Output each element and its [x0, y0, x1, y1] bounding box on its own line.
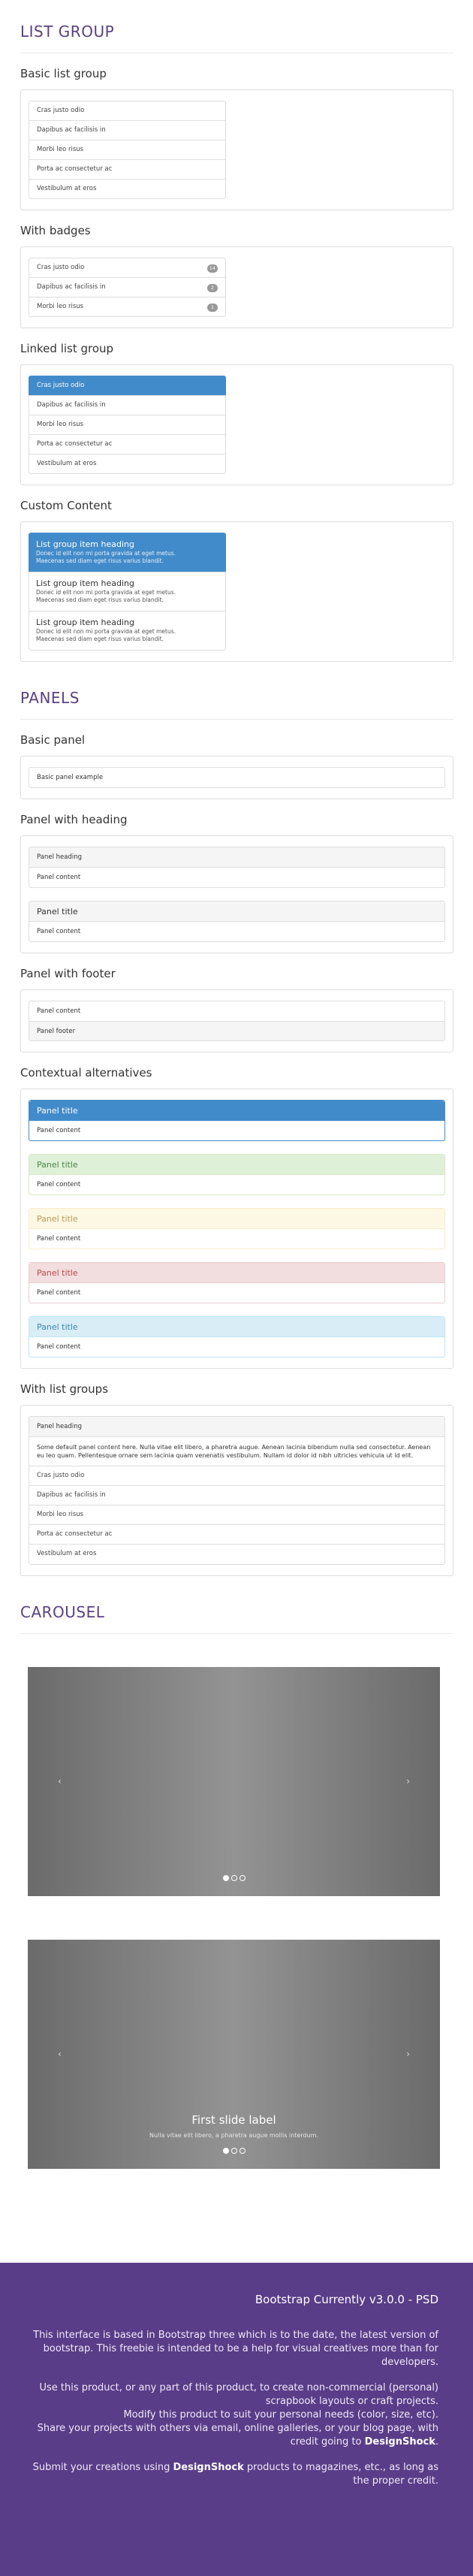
danger-panel [29, 1262, 445, 1303]
panel-with-footer-title: Panel with footer [20, 967, 116, 980]
carousel-indicator[interactable] [231, 2148, 237, 2154]
list-item [29, 277, 226, 297]
list-item-text: Donec id elit non mi porta gravida at eget metus. [36, 589, 176, 596]
basic-list-group-title: Basic list group [20, 67, 107, 80]
count-badge: 14 [207, 264, 218, 273]
panel-title: Panel title [29, 1317, 444, 1337]
success-panel [29, 1154, 445, 1195]
footer-text: Share your projects with others via email, online galleries, or your blog page, with credit going to [37, 2423, 438, 2448]
list-item-label: Dapibus ac facilisis in [37, 283, 106, 291]
info-panel [29, 1316, 445, 1357]
panel-body: Panel content [37, 1235, 81, 1243]
basic-panel [29, 767, 445, 788]
panel-title: Panel title [29, 1155, 444, 1175]
list-item: Porta ac consectetur ac [29, 159, 226, 180]
carousel-indicator[interactable] [240, 2148, 246, 2154]
list-item: Porta ac consectetur ac [29, 1525, 444, 1545]
count-badge: 2 [207, 284, 218, 292]
custom-content-title: Custom Content [20, 499, 112, 512]
linked-list-group [29, 376, 226, 474]
footer-brand: DesignShock [173, 2462, 244, 2473]
panel-body: Some default panel content here. Nulla vitae elit libero, a pharetra augue. Aenean lacinia bibendum nulla sed consectetur. Aenean eu leo quam. Pellentesque ornare sem lacinia quam venenatis vestibulum. Nullam id dolor id nibh ultricies vehicula ut id elit. [29, 1437, 444, 1466]
carousel-indicator-active[interactable] [223, 2148, 229, 2154]
panel-body: Basic panel example [37, 774, 104, 781]
list-link-active[interactable] [29, 533, 226, 572]
panel-body: Panel content [37, 1343, 81, 1351]
footer-paragraph: Use this product, or any part of this product, to create non-commercial (personal) scrapbook layouts or craft projects. Modify this product to suit your personal needs (color, size, etc). Share your projects with others via email, online galleries, or your blog page, with credit going to DesignShock. [37, 2382, 438, 2448]
list-link[interactable]: Dapibus ac facilisis in [29, 395, 226, 415]
panel-body: Panel content [37, 1127, 81, 1134]
footer-text: Use this product, or any part of this product, to create non-commercial (personal) scrapbook layouts or craft projects. [39, 2382, 438, 2407]
list-item-label: Morbi leo risus [37, 303, 84, 310]
list-item-text: Maecenas sed diam eget risus varius blandit. [36, 636, 164, 642]
contextual-alternatives-title: Contextual alternatives [20, 1066, 152, 1080]
list-item-text: Donec id elit non mi porta gravida at eget metus. [36, 550, 176, 557]
carousel-prev-button[interactable]: ‹ [58, 1775, 62, 1786]
count-badge: 1 [207, 304, 218, 312]
warning-panel [29, 1208, 445, 1249]
basic-list-group [29, 101, 226, 199]
panel-heading: Panel heading [29, 847, 444, 868]
custom-content-example [20, 521, 453, 662]
carousel-caption-title: First slide label [191, 2113, 276, 2127]
list-item: Cras justo odio [29, 1466, 444, 1486]
carousel-indicators [28, 2148, 440, 2154]
footer-text: Submit your creations using [32, 2462, 170, 2473]
carousel-prev-button[interactable]: ‹ [58, 2048, 62, 2059]
panel-title: Panel title [29, 1263, 444, 1283]
panel-with-heading-example [20, 835, 453, 953]
list-panel [29, 1416, 445, 1565]
carousel-indicator[interactable] [240, 1875, 246, 1881]
panel-footer: Panel footer [29, 1021, 444, 1040]
badges-list-group [29, 258, 226, 317]
carousel-with-caption [28, 1940, 440, 2169]
list-item-heading: List group item heading [36, 578, 134, 588]
custom-content-list-group [29, 533, 226, 651]
carousel-indicator[interactable] [231, 1875, 237, 1881]
list-item: Dapibus ac facilisis in [29, 120, 226, 140]
panel-title: Panel title [29, 1209, 444, 1229]
panel-title: Panel title [29, 1101, 444, 1121]
list-link-active[interactable]: Cras justo odio [29, 376, 226, 396]
panel-with-footer-example [20, 989, 453, 1052]
basic-panel-example [20, 756, 453, 799]
panel-body: Panel content [37, 874, 81, 881]
panels-section-title: PANELS [20, 689, 453, 720]
list-link[interactable] [29, 611, 226, 651]
panel-body: Panel content [37, 1181, 81, 1188]
contextual-alternatives-example [20, 1089, 453, 1369]
list-item-heading: List group item heading [36, 618, 134, 627]
list-item-text: Maecenas sed diam eget risus varius blandit. [36, 557, 164, 564]
panel-body: Panel content [37, 1007, 81, 1015]
list-item-label: Cras justo odio [37, 264, 85, 271]
list-item: Vestibulum at eros [37, 1550, 97, 1557]
list-link[interactable]: Vestibulum at eros [29, 454, 226, 474]
carousel-next-button[interactable]: › [406, 1775, 410, 1786]
linked-list-group-title: Linked list group [20, 342, 114, 355]
with-list-groups-example [20, 1405, 453, 1576]
panel-body: Panel content [37, 928, 81, 935]
linked-list-group-example [20, 364, 453, 485]
list-item-text: Donec id elit non mi porta gravida at eget metus. [36, 628, 176, 635]
list-group-section-title: LIST GROUP [20, 23, 453, 53]
heading-panel [29, 847, 445, 888]
list-item [29, 258, 226, 278]
title-panel [29, 901, 445, 942]
footer-panel [29, 1001, 445, 1041]
site-footer [0, 2263, 473, 2576]
footer-paragraph: This interface is based in Bootstrap three which is to the date, the latest version of bootstrap. This freebie is intended to be a help for visual creatives more than for developers. [33, 2330, 438, 2368]
primary-panel [29, 1100, 445, 1141]
list-item-text: Maecenas sed diam eget risus varius blandit. [36, 596, 164, 603]
list-item: Dapibus ac facilisis in [29, 1486, 444, 1505]
carousel-section-title: CAROUSEL [20, 1603, 453, 1634]
list-link[interactable] [29, 572, 226, 612]
footer-text: Modify this product to suit your personal needs (color, size, etc). [123, 2409, 438, 2420]
carousel-indicator-active[interactable] [223, 1875, 229, 1881]
carousel-caption [28, 2113, 440, 2139]
badges-list-group-title: With badges [20, 224, 91, 237]
footer-paragraph [23, 2461, 438, 2488]
basic-panel-title: Basic panel [20, 733, 86, 747]
list-link[interactable]: Porta ac consectetur ac [29, 434, 226, 454]
list-item [29, 297, 226, 317]
list-item: Cras justo odio [29, 101, 226, 121]
badges-list-group-example [20, 246, 453, 328]
list-item: Morbi leo risus [29, 1505, 444, 1525]
list-link[interactable]: Morbi leo risus [29, 415, 226, 435]
carousel-caption-text: Nulla vitae elit libero, a pharetra augue mollis interdum. [149, 2132, 319, 2139]
footer-brand: DesignShock [364, 2436, 435, 2448]
list-item: Vestibulum at eros [29, 179, 226, 199]
panel-title: Panel title [29, 901, 444, 922]
footer-text: products to magazines, etc., as long as the proper credit. [246, 2462, 438, 2487]
list-item: Morbi leo risus [29, 140, 226, 160]
panel-heading: Panel heading [29, 1417, 444, 1437]
panel-with-heading-title: Panel with heading [20, 813, 128, 826]
carousel-no-caption [28, 1667, 440, 1896]
with-list-groups-title: With list groups [20, 1382, 109, 1396]
panel-body: Panel content [37, 1289, 81, 1297]
footer-title: Bootstrap Currently v3.0.0 - PSD [255, 2293, 438, 2306]
carousel-indicators [28, 1875, 440, 1881]
list-item-heading: List group item heading [36, 539, 134, 549]
carousel-next-button[interactable]: › [406, 2048, 410, 2059]
basic-list-group-example [20, 89, 453, 210]
